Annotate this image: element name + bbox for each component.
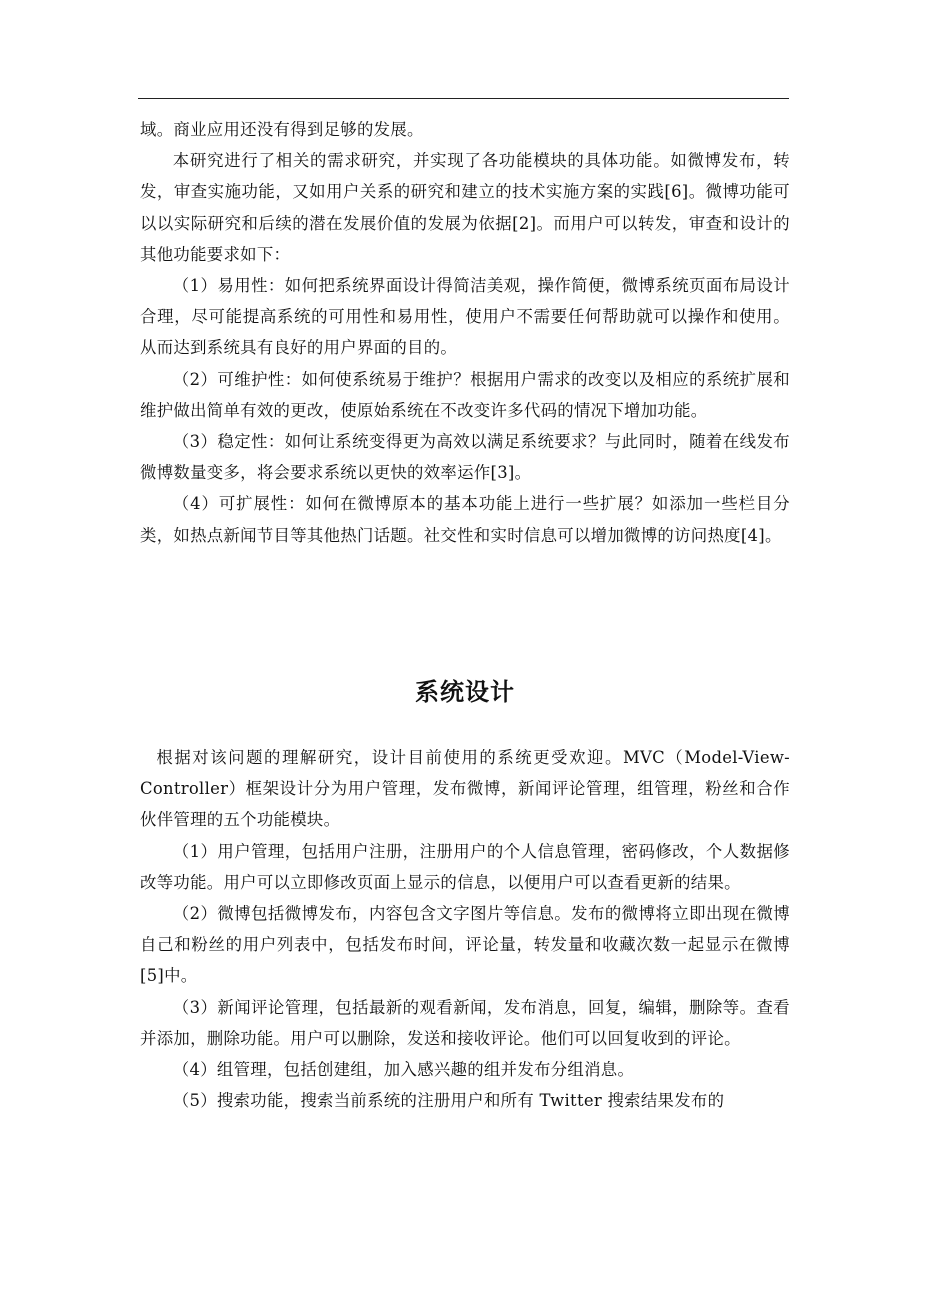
paragraph-group-management: （4）组管理，包括创建组，加入感兴趣的组并发布分组消息。: [172, 1060, 635, 1080]
paragraph-requirements-intro: 本研究进行了相关的需求研究，并实现了各功能模块的具体功能。如微博发布，转发，审查实施功能，又如用户关系的研究和建立的技术实施方案的实践[6]。微博功能可以以实际研究和后续的潜在发展价值的发展为依据[2]。而用户可以转发，审查和设计的其他功能要求如下：: [140, 151, 790, 264]
header-rule: [138, 98, 789, 99]
paragraph-extensibility: （4）可扩展性：如何在微博原本的基本功能上进行一些扩展？如添加一些栏目分类，如热点新闻节目等其他热门话题。社交性和实时信息可以增加微博的访问热度[4]。: [140, 494, 790, 545]
system-design-section: [140, 742, 790, 1116]
paragraph-usability: （1）易用性：如何把系统界面设计得简洁美观，操作简便，微博系统页面布局设计合理，尽可能提高系统的可用性和易用性，使用户不需要任何帮助就可以操作和使用。从而达到系统具有良好的用户界面的目的。: [140, 276, 790, 358]
paragraph-search-function: （5）搜索功能，搜索当前系统的注册用户和所有 Twitter 搜索结果发布的: [172, 1091, 725, 1111]
section-heading: 系统设计: [415, 678, 515, 706]
requirements-section: [140, 114, 790, 551]
paragraph-user-management: （1）用户管理，包括用户注册，注册用户的个人信息管理，密码修改，个人数据修改等功能。用户可以立即修改页面上显示的信息，以便用户可以查看更新的结果。: [140, 841, 790, 892]
paragraph-maintainability: （2）可维护性：如何使系统易于维护？根据用户需求的改变以及相应的系统扩展和维护做出简单有效的更改，使原始系统在不改变许多代码的情况下增加功能。: [140, 369, 790, 420]
paragraph-comment-management: （3）新闻评论管理，包括最新的观看新闻，发布消息，回复，编辑，删除等。查看并添加，删除功能。用户可以删除，发送和接收评论。他们可以回复收到的评论。: [140, 997, 790, 1048]
paragraph-stability: （3）稳定性：如何让系统变得更为高效以满足系统要求？与此同时，随着在线发布微博数量变多，将会要求系统以更快的效率运作[3]。: [140, 432, 790, 483]
paragraph-design-intro: 根据对该问题的理解研究，设计目前使用的系统更受欢迎。MVC（Model-View-Controller）框架设计分为用户管理，发布微博，新闻评论管理，组管理，粉丝和合作伙伴管理的五个功能模块。: [140, 748, 790, 830]
paragraph-continuation: 域。商业应用还没有得到足够的发展。: [140, 120, 424, 139]
paragraph-weibo-publish: （2）微博包括微博发布，内容包含文字图片等信息。发布的微博将立即出现在微博自己和粉丝的用户列表中，包括发布时间，评论量，转发量和收藏次数一起显示在微博[5]中。: [140, 904, 790, 986]
